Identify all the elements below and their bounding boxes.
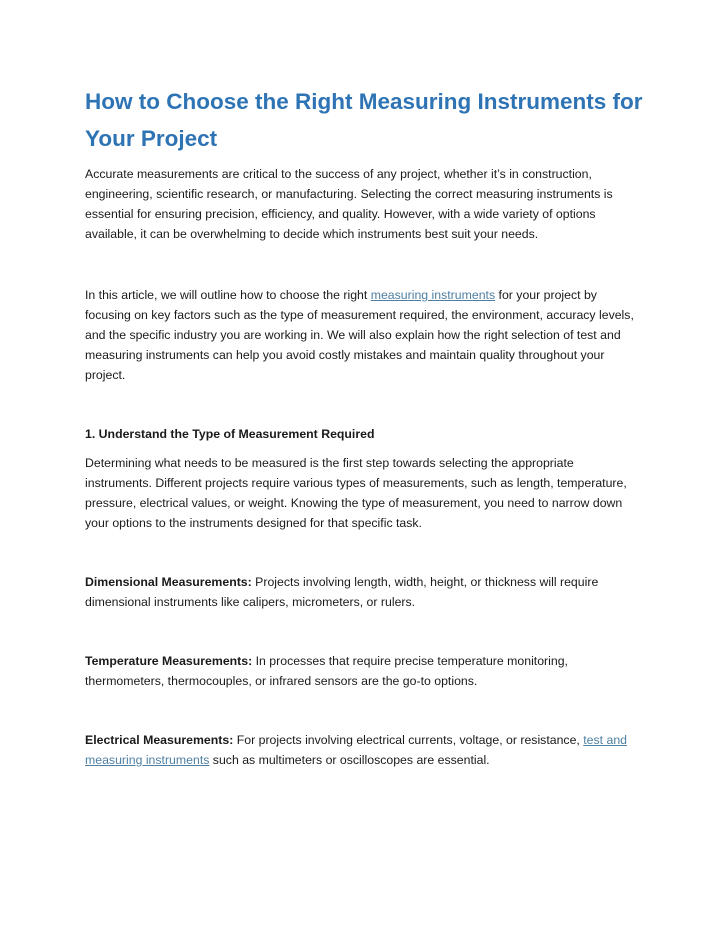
article-overview-paragraph [85, 285, 635, 385]
electrical-text-before-link: For projects involving electrical currents, voltage, or resistance, [233, 733, 584, 747]
test-and-measuring-instruments-link[interactable]: test and measuring instruments [85, 733, 628, 767]
electrical-measurements-paragraph [85, 730, 635, 770]
article-text-after-link: for your project by focusing on key factors such as the type of measurement required, the environment, accuracy levels, and the specific industry you are working in. We will also explain how the right selection of test and measuring instruments can help you avoid costly mistakes and maintain quality throughout your project. [85, 288, 634, 382]
intro-paragraph: Accurate measurements are critical to the success of any project, whether it’s in construction, engineering, scientific research, or manufacturing. Selecting the correct measuring instruments is essential for ensuring precision, efficiency, and quality. However, with a wide variety of options available, it can be overwhelming to decide which instruments best suit your needs. [85, 167, 613, 241]
article-text-before-link: In this article, we will outline how to choose the right [85, 288, 371, 302]
document-title: How to Choose the Right Measuring Instruments for Your Project [85, 89, 643, 151]
electrical-text-after-link: such as multimeters or oscilloscopes are essential. [209, 753, 490, 767]
dimensional-measurements-text: Projects involving length, width, height, or thickness will require dimensional instruments like calipers, micrometers, or rulers. [85, 575, 599, 609]
temperature-measurements-paragraph [85, 651, 635, 691]
measuring-instruments-link[interactable]: measuring instruments [370, 288, 496, 302]
electrical-measurements-label: Electrical Measurements: [85, 733, 234, 747]
temperature-measurements-label: Temperature Measurements: [85, 654, 253, 668]
dimensional-measurements-label: Dimensional Measurements: [85, 575, 252, 589]
section-1-heading: 1. Understand the Type of Measurement Required [85, 427, 375, 441]
dimensional-measurements-paragraph [85, 572, 635, 612]
section-1-paragraph: Determining what needs to be measured is the first step towards selecting the appropriate instruments. Different projects require various types of measurements, such as length, temperature, pressure, electrical values, or weight. Knowing the type of measurement, you need to narrow down your options to the instruments designed for that specific task. [85, 456, 627, 530]
temperature-measurements-text: In processes that require precise temperature monitoring, thermometers, thermocouples, or infrared sensors are the go-to options. [85, 654, 568, 688]
